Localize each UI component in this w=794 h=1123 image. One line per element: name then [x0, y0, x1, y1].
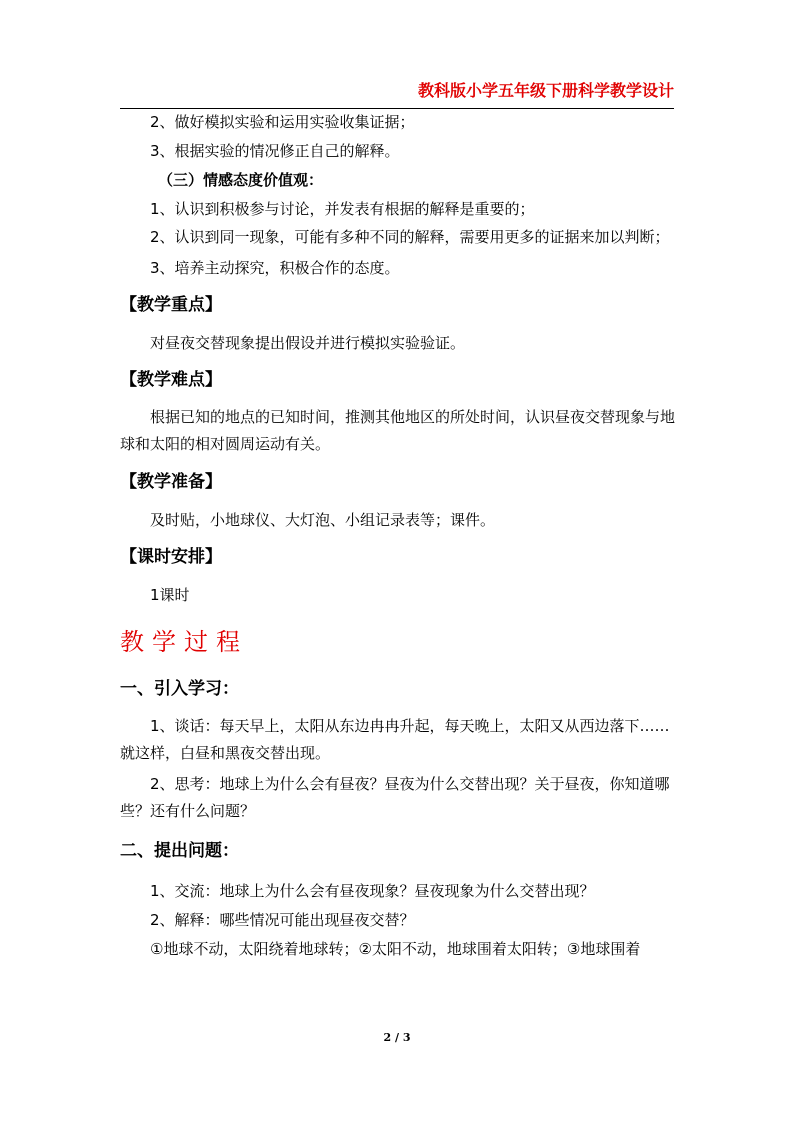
key-point-text: 对昼夜交替现象提出假设并进行模拟实验验证。: [150, 334, 466, 352]
question-item: 1、交流：地球上为什么会有昼夜现象？昼夜现象为什么交替出现？: [150, 882, 595, 900]
attitude-item: 1、认识到积极参与讨论，并发表有根据的解释是重要的；: [150, 200, 535, 218]
page-content: [120, 108, 676, 964]
difficulty-text: 根据已知的地点的已知时间，推测其他地区的所处时间，认识昼夜交替现象与地球和太阳的相对圆周运动有关。: [120, 408, 676, 453]
question-item: ①地球不动，太阳绕着地球转；②太阳不动，地球围着太阳转；③地球围着: [150, 940, 641, 958]
intro-item: 1、谈话：每天早上，太阳从东边冉冉升起，每天晚上，太阳又从西边落下……就这样，白昼和黑夜交替出现。: [120, 717, 670, 762]
question-heading: 二、提出问题：: [120, 841, 239, 861]
question-item: 2、解释：哪些情况可能出现昼夜交替？: [150, 911, 415, 929]
page-header: [120, 80, 674, 109]
header-title: 教科版小学五年级下册科学教学设计: [417, 81, 674, 100]
process-title: 教学过程: [120, 628, 248, 656]
key-point-heading: 【教学重点】: [120, 295, 222, 315]
schedule-text: 1课时: [150, 586, 190, 604]
difficulty-heading: 【教学难点】: [120, 370, 222, 390]
intro-heading: 一、引入学习：: [120, 679, 239, 699]
attitude-item: 2、认识到同一现象，可能有多种不同的解释，需要用更多的证据来加以判断；: [150, 228, 670, 246]
attitude-item: 3、培养主动探究，积极合作的态度。: [150, 259, 400, 277]
preparation-heading: 【教学准备】: [120, 472, 222, 492]
method-item: 2、做好模拟实验和运用实验收集证据；: [150, 113, 415, 131]
page-number: 2 / 3: [383, 1031, 411, 1044]
intro-item: 2、思考：地球上为什么会有昼夜？昼夜为什么交替出现？关于昼夜，你知道哪些？还有什么问题？: [120, 775, 670, 820]
preparation-text: 及时贴，小地球仪、大灯泡、小组记录表等；课件。: [150, 511, 496, 529]
method-item: 3、根据实验的情况修正自己的解释。: [150, 142, 400, 160]
schedule-heading: 【课时安排】: [120, 547, 222, 567]
attitude-heading: （三）情感态度价值观：: [158, 171, 324, 189]
